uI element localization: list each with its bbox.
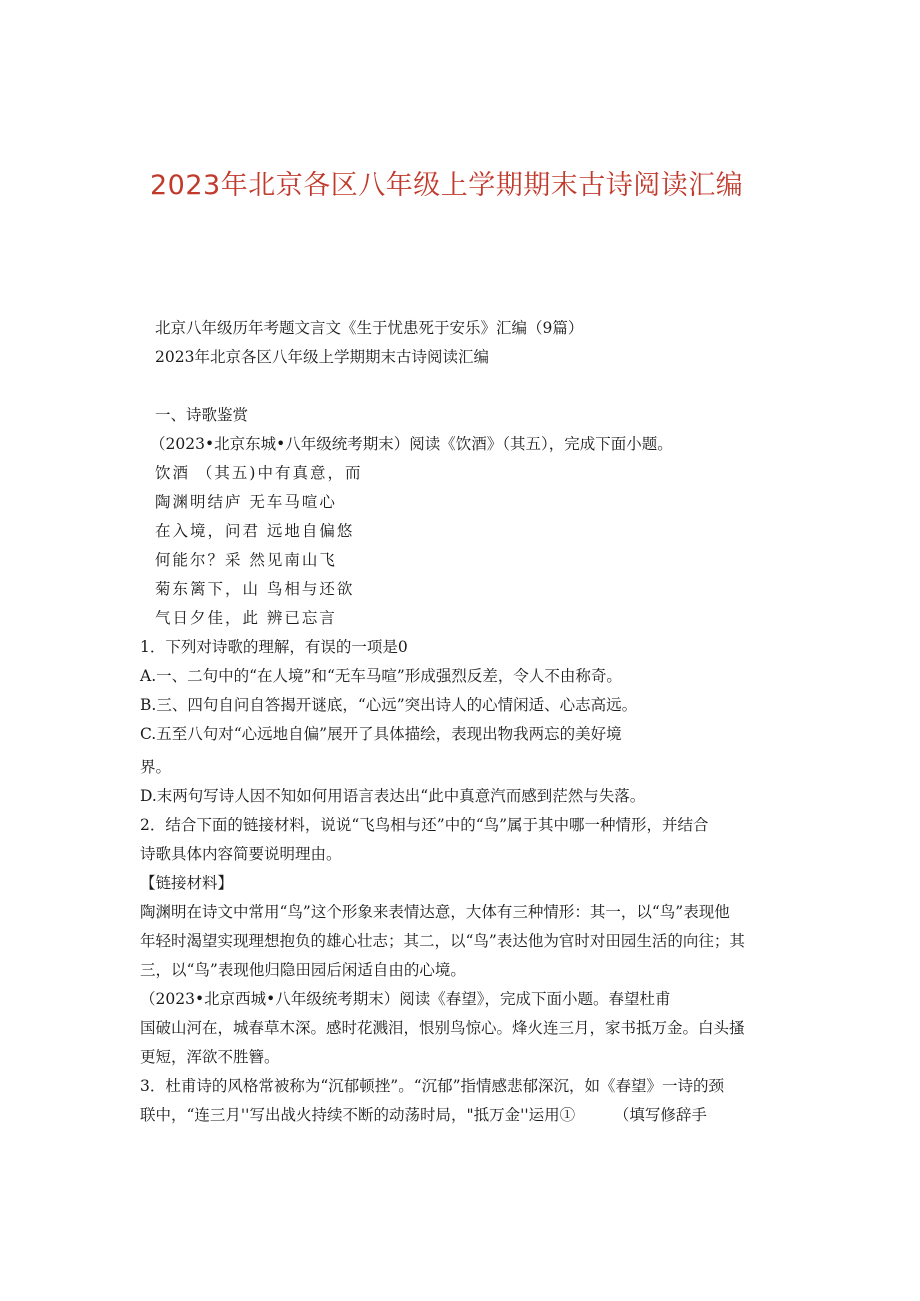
question-intro-2: （2023•北京西城•八年级统考期末）阅读《春望》，完成下面小题。春望杜甫 <box>140 990 671 1008</box>
question-intro-1: （2023•北京东城•八年级统考期末）阅读《饮酒》（其五），完成下面小题。 <box>150 435 673 453</box>
poem-line: 在入境，问君 远地自偏悠 <box>155 522 355 540</box>
question-3-continued: 联中，“连三月''写出战火持续不断的动荡时局，"抵万金''运用① （填写修辞手 <box>140 1106 707 1124</box>
chunwang-line: 国破山河在，城春草木深。感时花溅泪，恨别鸟惊心。烽火连三月，家书抵万金。白头搔 <box>140 1019 745 1037</box>
poem-line: 饮酒 （其五)中有真意，而 <box>155 464 363 482</box>
poem-line: 陶渊明结庐 无车马喧心 <box>155 493 337 511</box>
material-line: 三，以“鸟”表现他归隐田园后闲适自由的心境。 <box>140 961 466 979</box>
document-title: 2023年北京各区八年级上学期期末古诗阅读汇编 <box>150 170 744 201</box>
poem-line: 菊东篱下，山 鸟相与还欲 <box>155 580 355 598</box>
option-c-continued: 界。 <box>140 758 172 776</box>
related-link-2[interactable]: 2023年北京各区八年级上学期期末古诗阅读汇编 <box>155 348 489 366</box>
chunwang-line: 更短，浑欲不胜簪。 <box>140 1048 280 1066</box>
related-link-1[interactable]: 北京八年级历年考题文言文《生于忧患死于安乐》汇编（9篇） <box>155 319 584 337</box>
material-line: 年轻时渴望实现理想抱负的雄心壮志；其二，以“鸟”表达他为官时对田园生活的向往；其 <box>140 932 745 950</box>
option-b: B.三、四句自问自答揭开谜底，“心远”突出诗人的心情闲适、心志高远。 <box>140 696 638 714</box>
section-heading: 一、诗歌鉴赏 <box>155 406 249 424</box>
question-3: 3．杜甫诗的风格常被称为“沉郁顿挫”。“沉郁”指情感悲郁深沉，如《春望》一诗的颈 <box>140 1077 725 1095</box>
question-1: 1．下列对诗歌的理解，有误的一项是0 <box>140 638 408 656</box>
option-c: C.五至八句对“心远地自偏”展开了具体描绘，表现出物我两忘的美好境 <box>140 725 622 743</box>
material-heading: 【链接材料】 <box>140 874 234 892</box>
poem-line: 气日夕佳，此 辨已忘言 <box>155 609 337 627</box>
option-d: D.末两句写诗人因不知如何用语言表达出“此中真意汽而感到茫然与失落。 <box>140 787 646 805</box>
question-2: 2．结合下面的链接材料，说说“飞鸟相与还”中的“鸟”属于其中哪一种情形，并结合 <box>140 816 709 834</box>
option-a: A.一、二句中的“在人境”和“无车马喧”形成强烈反差，令人不由称奇。 <box>140 667 622 685</box>
poem-line: 何能尔？采 然见南山飞 <box>155 551 337 569</box>
material-line: 陶渊明在诗文中常用“鸟”这个形象来表情达意，大体有三种情形：其一，以“鸟”表现他 <box>140 903 730 921</box>
question-2-continued: 诗歌具体内容简要说明理由。 <box>140 845 342 863</box>
